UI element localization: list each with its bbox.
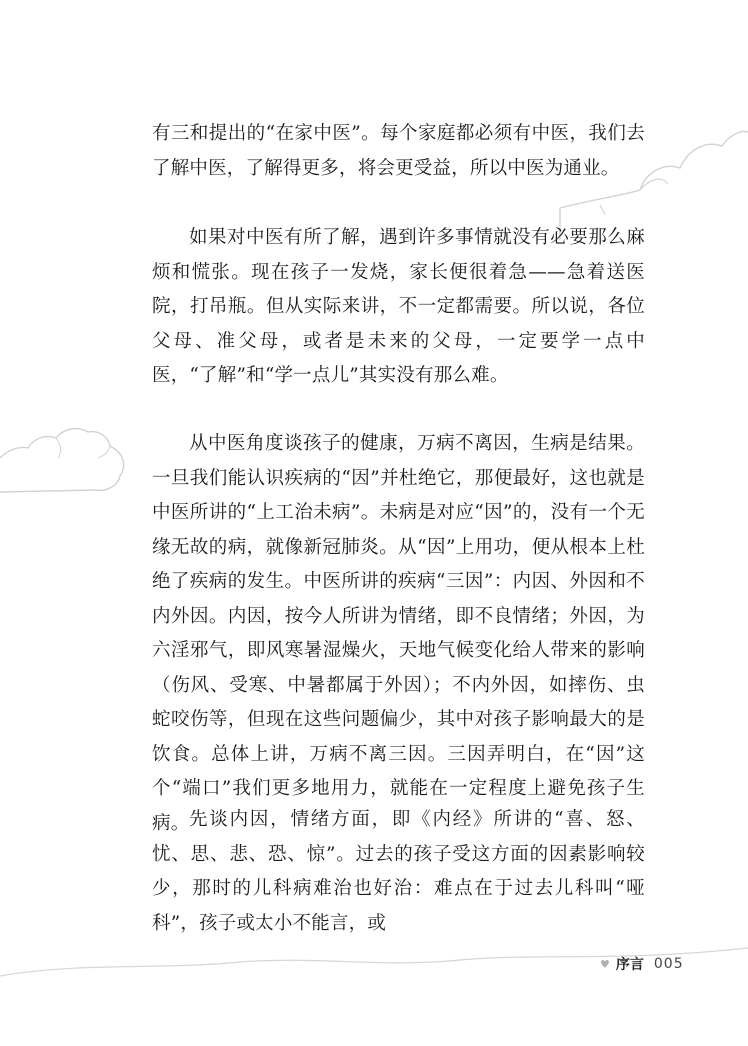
paragraph-1-text: 有三和提出的“在家中医”。每个家庭都必须有中医，我们去了解中医，了解得更多，将会更受益，所以中医为通业。	[152, 123, 645, 179]
paragraph-3-text: 从中医角度谈孩子的健康，万病不离因，生病是结果。一旦我们能认识疾病的“因”并杜绝它，那便最好，这也就是中医所讲的“上工治未病”。未病是对应“因”的，没有一个无缘无故的病，就像新冠肺炎。从“因”上用功，便从根本上杜绝了疾病的发生。中医所讲的疾病“三因”：内因、外因和不内外因。内因，按今人所讲为情绪，即不良情绪；外因，为六淫邪气，即风寒暑湿燥火，天地气候变化给人带来的影响（伤风、受寒、中暑都属于外因）；不内外因，如摔伤、虫蛇咬伤等，但现在这些问题偏少，其中对孩子影响最大的是饮食。总体上讲，万病不离三因。三因弄明白，在“因”这个“端口”我们更多地用力，就能在一定程度上避免孩子生病。	[152, 433, 645, 834]
page-number: 005	[653, 956, 684, 972]
paragraph-2-text: 如果对中医有所了解，遇到许多事情就没有必要那么麻烦和慌张。现在孩子一发烧，家长便很着急——急着送医院，打吊瓶。但从实际来讲，不一定都需要。所以说，各位父母、准父母，或者是未来的父母，一定要学一点中医，“了解”和“学一点儿”其实没有那么难。	[152, 227, 645, 386]
page-footer	[600, 954, 684, 974]
paragraph-4	[152, 803, 645, 941]
paragraph-4-text: 先谈内因，情绪方面，即《内经》所讲的“喜、怒、忧、思、悲、恐、惊”。过去的孩子受这方面的因素影响较少，那时的儿科病难治也好治：难点在于过去儿科叫“哑科”，孩子或太小不能言，或	[152, 809, 645, 934]
paragraph-1	[152, 117, 645, 186]
paragraph-3	[152, 427, 645, 841]
cloud-outline-left	[0, 429, 124, 492]
section-title: 序言	[615, 957, 644, 973]
paragraph-2	[152, 221, 645, 394]
heart-icon: ♥	[600, 957, 610, 971]
